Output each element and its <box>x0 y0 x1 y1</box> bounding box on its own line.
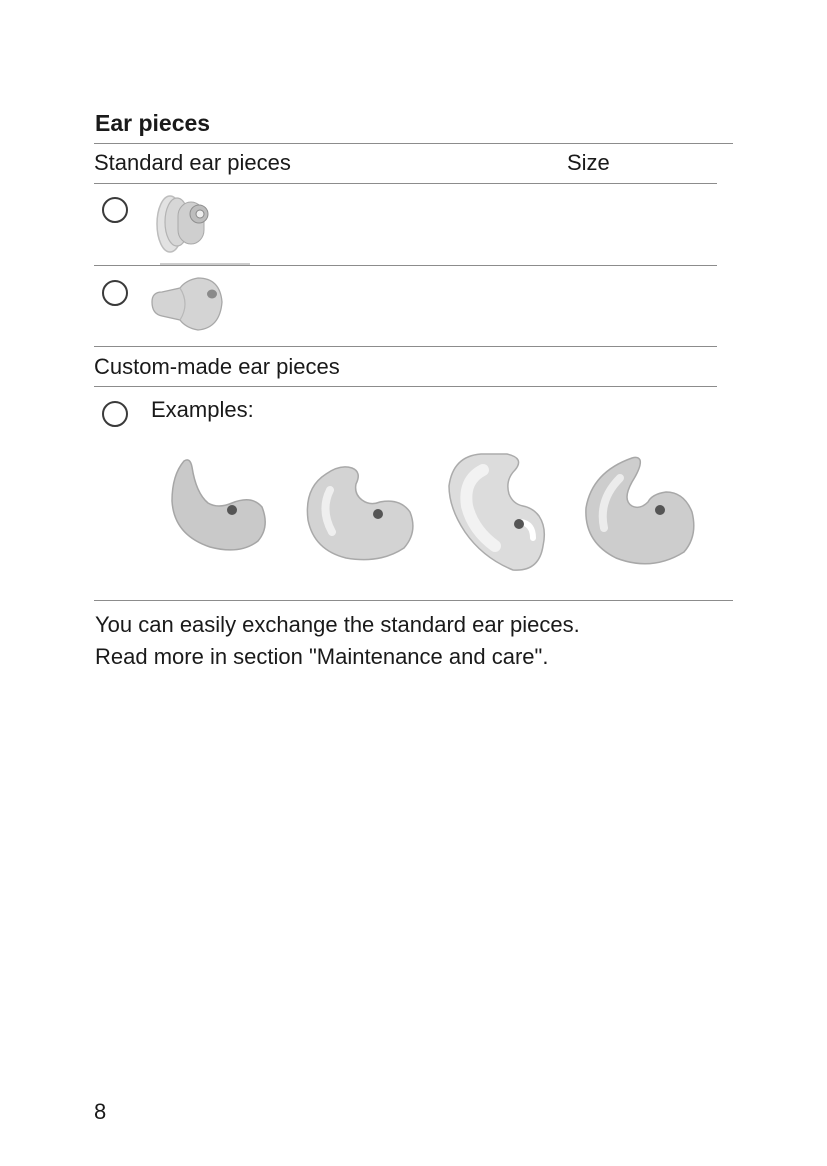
body-line-2: Read more in section "Maintenance and care". <box>95 644 549 669</box>
standard-ear-pieces-header: Standard ear pieces <box>94 150 291 175</box>
body-line-1: You can easily exchange the standard ear pieces. <box>95 612 580 637</box>
tulip-ear-piece-icon <box>150 274 225 334</box>
custom-ear-piece-4-icon <box>580 452 700 572</box>
custom-ear-piece-checkbox[interactable] <box>102 401 128 427</box>
divider <box>94 265 717 266</box>
custom-made-ear-pieces-header: Custom-made ear pieces <box>94 354 340 379</box>
examples-label: Examples: <box>151 397 254 422</box>
dome-ear-piece-icon <box>148 192 218 254</box>
divider <box>94 346 717 347</box>
section-title: Ear pieces <box>95 110 211 136</box>
custom-ear-piece-1-icon <box>160 455 272 565</box>
divider <box>94 143 733 144</box>
divider <box>94 600 733 601</box>
divider <box>94 386 717 387</box>
tulip-ear-piece-checkbox[interactable] <box>102 280 128 306</box>
custom-ear-piece-2-icon <box>300 460 420 570</box>
dome-ear-piece-checkbox[interactable] <box>102 197 128 223</box>
custom-ear-piece-3-icon <box>443 450 549 576</box>
size-column-header: Size <box>567 150 610 175</box>
divider <box>94 183 717 184</box>
page-number: 8 <box>94 1099 107 1124</box>
